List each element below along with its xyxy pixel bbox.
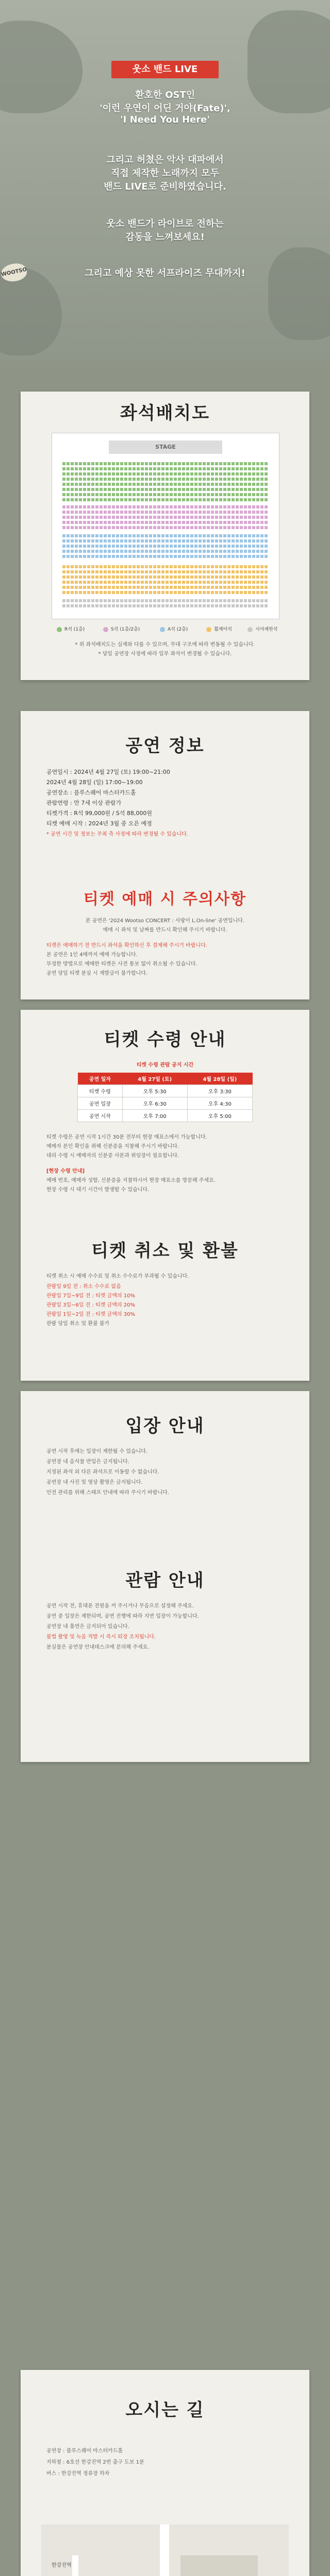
hero-line: 밴드 LIVE로 준비하였습니다. xyxy=(104,181,226,192)
entry-line: 공연 시작 후에는 입장이 제한될 수 있습니다. xyxy=(46,1449,148,1454)
legend-swatch xyxy=(57,627,62,632)
seat-row xyxy=(62,591,269,594)
seat-row xyxy=(62,586,269,589)
pickup-title: 티켓 수령 안내 xyxy=(104,1029,226,1050)
directions-line: 지하철 : 6호선 한강진역 2번 출구 도보 1분 xyxy=(46,2460,144,2465)
performance-title: 공연 정보 xyxy=(125,736,205,756)
wootso-tag: WOOTSO xyxy=(0,261,28,284)
hero-line: 환호한 OST인 xyxy=(135,90,195,100)
legend-swatch xyxy=(103,627,108,632)
seat-row xyxy=(62,467,269,470)
table-header: 4월 28일 (일) xyxy=(187,1073,252,1085)
legend-item xyxy=(103,625,140,632)
pickup-subheading: [현장 수령 안내] xyxy=(46,1168,85,1174)
pickup-line: 예매자 본인 확인을 위해 신분증을 지참해 주시기 바랍니다. xyxy=(46,1144,179,1149)
cancel-title: 티켓 취소 및 환불 xyxy=(91,1241,239,1261)
hero-line: 그리고 예상 못한 서프라이즈 무대까지! xyxy=(85,268,245,279)
notice-title: 관람 안내 xyxy=(125,1570,205,1591)
table-header-row xyxy=(78,1073,253,1085)
entry-line: 안전 관리를 위해 스태프 안내에 따라 주시기 바랍니다. xyxy=(46,1490,169,1496)
performance-line: 티켓 예매 시작 : 2024년 3월 중 오픈 예정 xyxy=(46,820,152,827)
pickup-line: 티켓 수령은 공연 시작 1시간 30분 전부터 현장 매표소에서 가능합니다. xyxy=(46,1134,207,1140)
rock-decoration xyxy=(268,247,330,340)
entry-line: 공연장 내 음식물 반입은 금지됩니다. xyxy=(46,1459,129,1465)
booking-line: 부정한 방법으로 예매한 티켓은 사전 통보 없이 취소될 수 있습니다. xyxy=(46,961,197,967)
hero-line: 감동을 느껴보세요! xyxy=(125,232,205,243)
seat-row xyxy=(62,550,269,553)
pickup-line: 대리 수령 시 예매자의 신분증 사본과 위임장이 필요합니다. xyxy=(46,1153,179,1159)
table-cell: 오후 7:00 xyxy=(122,1110,187,1122)
cancel-line: 관람일 3일~6일 전 : 티켓 금액의 20% xyxy=(46,1302,136,1308)
booking-line: 본 공연은 1인 4매까지 예매 가능합니다. xyxy=(46,952,138,958)
performance-line: 관람연령 : 만 7세 이상 관람가 xyxy=(46,800,122,806)
performance-line: 2024년 4월 28일 (일) 17:00~19:00 xyxy=(46,779,143,786)
table-row xyxy=(78,1085,253,1097)
legend-item xyxy=(57,625,85,632)
seat-row xyxy=(62,462,269,465)
booking-line: 본 공연은 '2024 Wootso CONCERT : 사랑이 L.On-line' 공연입니다. xyxy=(85,918,245,924)
legend-label: 휠체어석 xyxy=(214,627,232,632)
map-road xyxy=(160,2524,169,2576)
stage-label: STAGE xyxy=(109,440,222,454)
pickup-line: 현장 수령 시 대기 시간이 발생할 수 있습니다. xyxy=(46,1187,150,1193)
seat-row xyxy=(62,534,269,537)
legend-swatch xyxy=(206,627,211,632)
seat-row xyxy=(62,539,269,543)
legend-swatch xyxy=(160,627,165,632)
directions-title: 오시는 길 xyxy=(125,2400,205,2420)
legend-label: 시야제한석 xyxy=(255,627,278,632)
seat-map xyxy=(52,433,279,619)
directions-line: 공연장 : 블루스퀘어 마스터카드홀 xyxy=(46,2448,123,2454)
performance-panel xyxy=(21,711,309,999)
booking-line: 예매 시 좌석 및 날짜를 반드시 확인해 주시기 바랍니다. xyxy=(103,927,227,933)
legend-item xyxy=(160,625,188,632)
pickup-line: 예매 번호, 예매자 성함, 신분증을 지참하시어 현장 매표소를 방문해 주세요. xyxy=(46,1178,216,1183)
hero-line: 웃소 밴드가 라이브로 전하는 xyxy=(106,218,224,229)
seat-row xyxy=(62,493,269,496)
entry-line: 공연장 내 사진 및 영상 촬영은 금지됩니다. xyxy=(46,1480,143,1485)
legend-label: R석 (1층) xyxy=(64,627,85,632)
seating-note: * 당일 공연장 사정에 따라 일부 좌석이 변경될 수 있습니다. xyxy=(98,651,232,657)
cancel-line: 관람일 1일~2일 전 : 티켓 금액의 30% xyxy=(46,1312,136,1317)
seating-note: * 위 좌석배치도는 실제와 다를 수 있으며, 무대 구조에 따라 변동될 수 있습니다. xyxy=(75,642,255,648)
table-row xyxy=(78,1110,253,1122)
seat-row xyxy=(62,575,269,579)
seat-row xyxy=(62,505,269,509)
notice-line: 분실물은 공연장 안내데스크에 문의해 주세요. xyxy=(46,1645,150,1650)
map-label: 한강진역 xyxy=(52,2563,72,2568)
seat-row xyxy=(62,521,269,524)
pickup-table-caption: 티켓 수령 관람 공지 시간 xyxy=(136,1062,194,1068)
performance-note: * 공연 시간 및 정보는 주최 측 사정에 따라 변경될 수 있습니다. xyxy=(46,832,188,837)
table-cell: 오후 5:00 xyxy=(187,1110,252,1122)
table-cell: 오후 5:30 xyxy=(122,1085,187,1097)
location-map[interactable] xyxy=(41,2524,289,2576)
cancel-line: 티켓 취소 시 예매 수수료 및 취소 수수료가 부과될 수 있습니다. xyxy=(46,1274,189,1279)
seat-row xyxy=(62,488,269,491)
legend-swatch xyxy=(248,627,253,632)
performance-line: 공연장소 : 블루스퀘어 마스터카드홀 xyxy=(46,789,136,796)
booking-line: 티켓은 예매하기 전 반드시 좌석을 확인하신 후 결제해 주시기 바랍니다. xyxy=(46,943,207,948)
seat-row xyxy=(62,581,269,584)
table-row xyxy=(78,1097,253,1110)
cancel-line: 관람일 7일~9일 전 : 티켓 금액의 10% xyxy=(46,1293,136,1299)
hero-line: 'I Need You Here' xyxy=(120,114,210,125)
hero-section xyxy=(0,0,330,361)
hero-line: '이런 우연이 어딘 거야(Fate)', xyxy=(100,103,230,114)
hero-line: 직접 제작한 노래까지 모두 xyxy=(110,168,220,179)
seating-title: 좌석배치도 xyxy=(120,403,210,423)
cancel-line: 관람 당일 취소 및 환불 불가 xyxy=(46,1321,110,1327)
seat-row xyxy=(62,545,269,548)
map-road xyxy=(72,2555,78,2576)
legend-label: S석 (1층/2층) xyxy=(111,627,140,632)
table-cell: 티켓 수령 xyxy=(78,1085,123,1097)
seat-row xyxy=(62,498,269,501)
booking-title: 티켓 예매 시 주의사항 xyxy=(83,890,247,908)
notice-line: 공연 시작 전, 휴대폰 전원을 꺼 주시거나 무음으로 설정해 주세요. xyxy=(46,1603,194,1609)
pickup-table xyxy=(77,1073,253,1122)
map-building xyxy=(180,2555,258,2576)
seat-row xyxy=(62,570,269,573)
directions-line: 버스 : 한강진역 정류장 하차 xyxy=(46,2471,110,2477)
entry-line: 지정된 좌석 외 다른 좌석으로 이동할 수 없습니다. xyxy=(46,1469,159,1475)
seat-row xyxy=(62,516,269,519)
seat-row xyxy=(62,565,269,568)
seat-row xyxy=(62,478,269,481)
legend-item xyxy=(206,625,232,632)
seat-row xyxy=(62,472,269,476)
directions-panel xyxy=(21,2370,309,2576)
seat-row xyxy=(62,526,269,529)
table-header: 4월 27일 (토) xyxy=(122,1073,187,1085)
entry-title: 입장 안내 xyxy=(125,1416,205,1436)
table-cell: 공연 시작 xyxy=(78,1110,123,1122)
pickup-panel xyxy=(21,1010,309,1381)
table-cell: 오후 3:30 xyxy=(187,1085,252,1097)
notice-line: 공연 중 입장은 제한되며, 공연 진행에 따라 지연 입장이 가능합니다. xyxy=(46,1614,199,1619)
notice-line: 불법 촬영 및 녹음 적발 시 즉시 퇴장 조치됩니다. xyxy=(46,1634,156,1640)
seat-row xyxy=(62,599,269,602)
performance-line: 공연일시 : 2024년 4월 27일 (토) 19:00~21:00 xyxy=(46,769,170,775)
entry-panel xyxy=(21,1391,309,1762)
legend-item xyxy=(248,625,277,632)
table-header: 공연 일자 xyxy=(78,1073,123,1085)
hero-banner: 웃소 밴드 LIVE xyxy=(111,61,219,78)
table-cell: 오후 4:30 xyxy=(187,1097,252,1110)
seat-row xyxy=(62,511,269,514)
seat-row xyxy=(62,604,269,607)
table-cell: 공연 입장 xyxy=(78,1097,123,1110)
cancel-line: 관람일 9일 전 : 취소 수수료 없음 xyxy=(46,1284,121,1290)
legend-label: A석 (2층) xyxy=(168,627,188,632)
table-cell: 오후 6:30 xyxy=(122,1097,187,1110)
booking-line: 공연 당일 티켓 분실 시 재발급이 불가합니다. xyxy=(46,971,148,976)
seat-row xyxy=(62,555,269,558)
seating-panel xyxy=(21,392,309,680)
seat-row xyxy=(62,483,269,486)
notice-line: 공연장 내 흡연은 금지되어 있습니다. xyxy=(46,1624,129,1630)
performance-line: 티켓가격 : R석 99,000원 / S석 88,000원 xyxy=(46,810,153,817)
hero-line: 그리고 허쳤은 악사 대파에서 xyxy=(106,155,224,165)
